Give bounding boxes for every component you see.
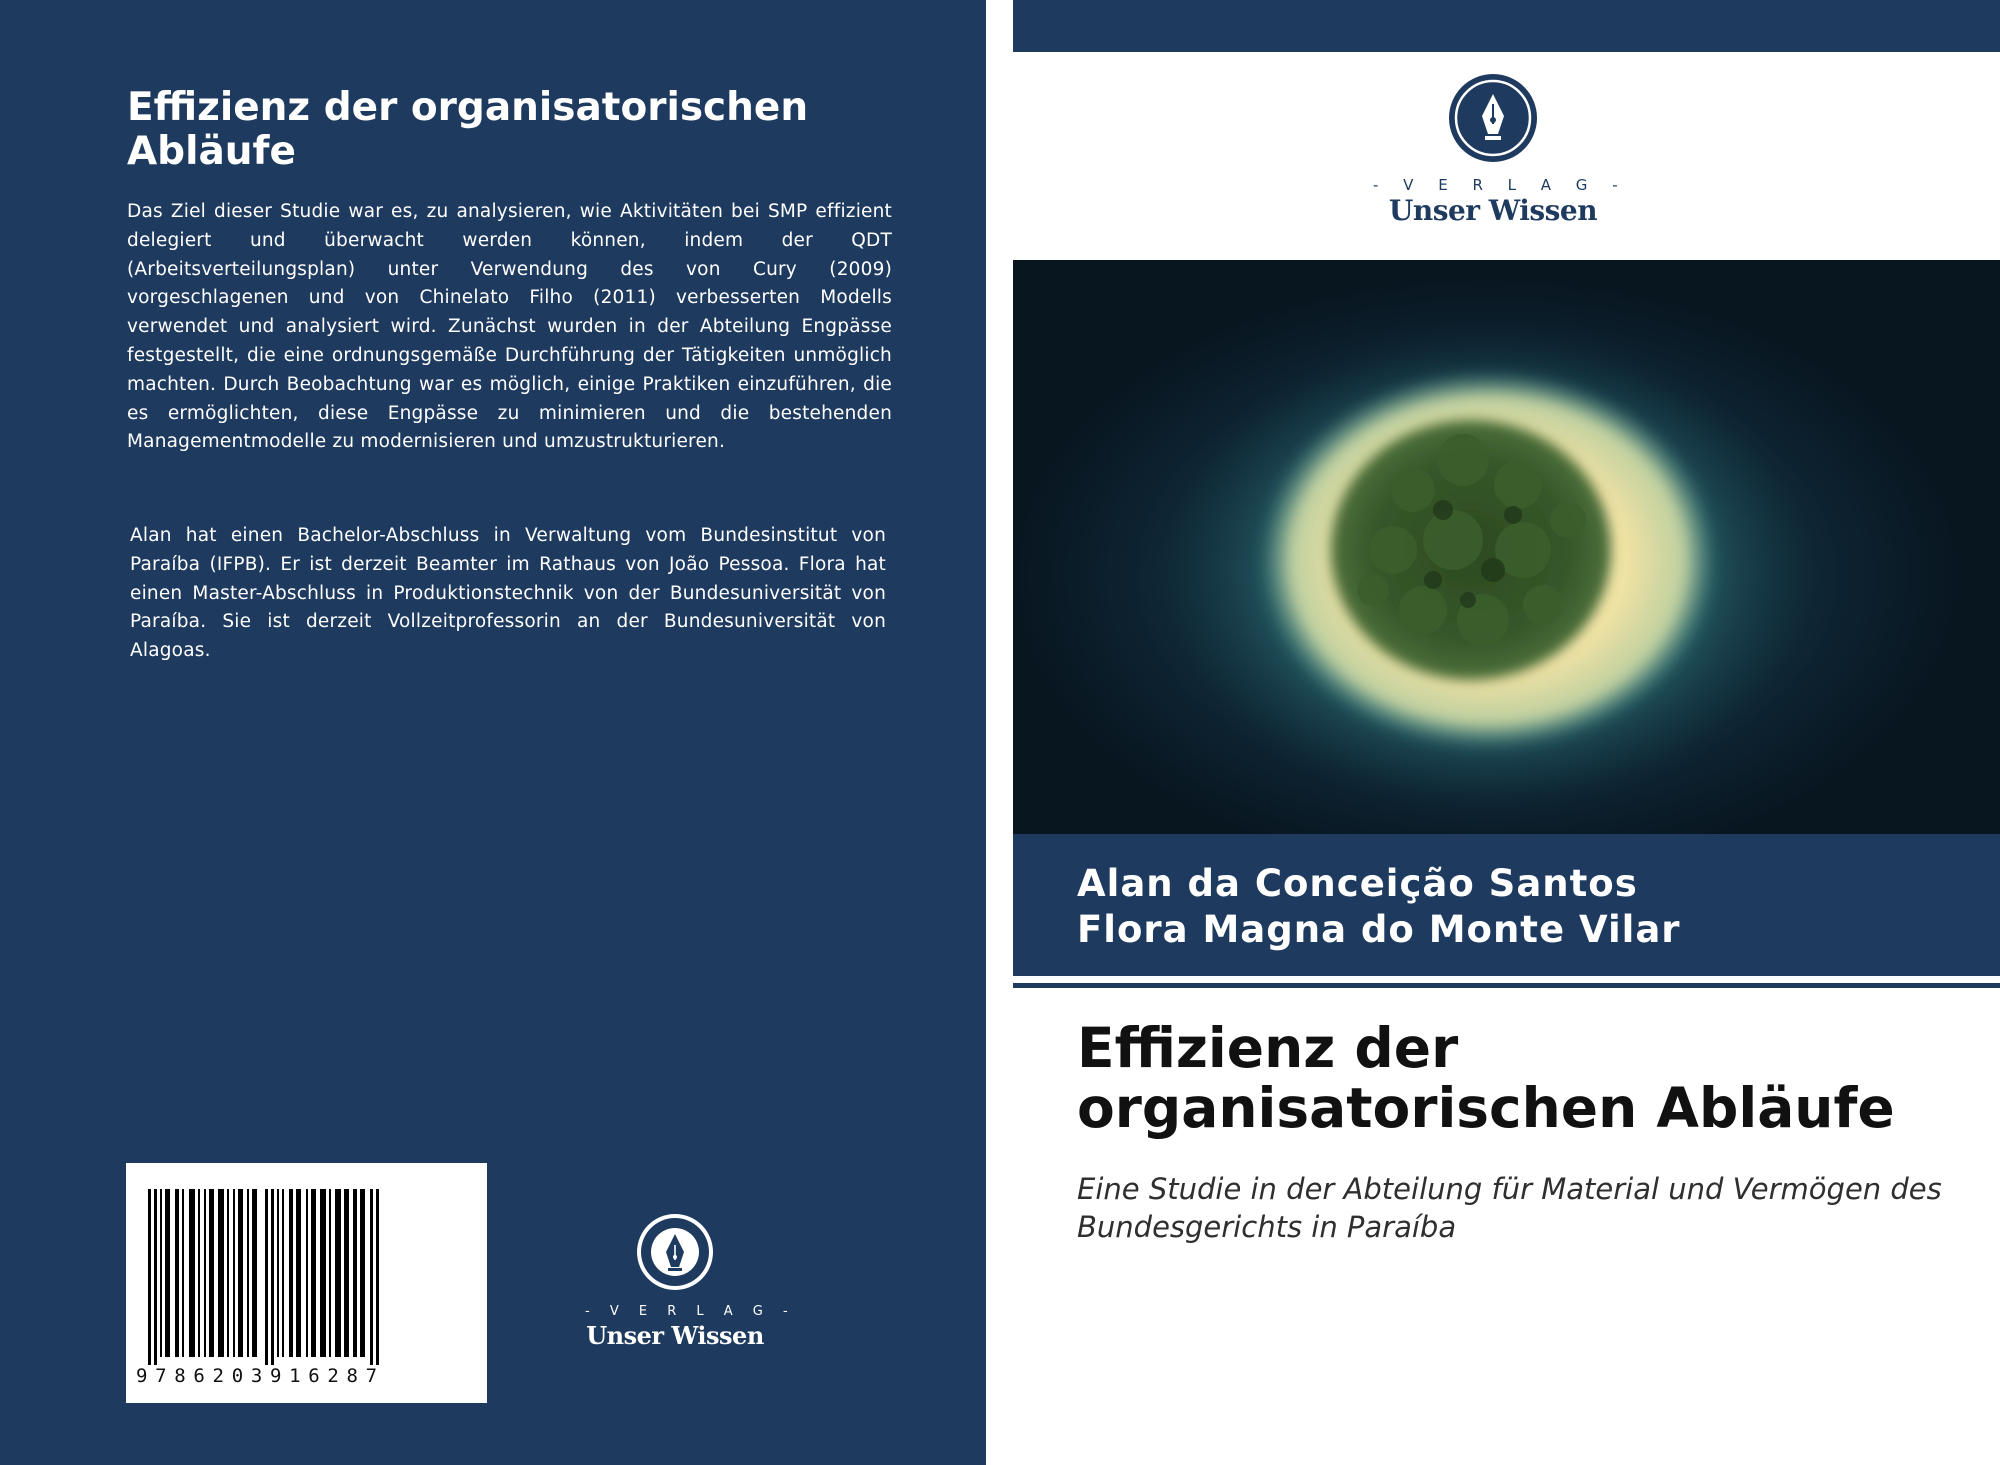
isbn-barcode xyxy=(126,1163,487,1403)
barcode-bar xyxy=(218,1189,224,1357)
barcode-bar xyxy=(376,1189,379,1365)
barcode-bar xyxy=(370,1189,373,1365)
divider-rule xyxy=(1013,983,2000,988)
isbn-number: 9786203916287 xyxy=(136,1365,385,1387)
barcode-bar xyxy=(204,1189,206,1357)
barcode-bar xyxy=(160,1189,162,1357)
barcode-bar xyxy=(320,1189,326,1357)
barcode-bar xyxy=(154,1189,157,1365)
front-cover-title: Effizienz der organisatorischen Abläufe xyxy=(1077,1016,1895,1140)
author-name-1: Alan da Conceição Santos xyxy=(1077,862,1638,905)
front-cover xyxy=(1013,0,2000,1465)
barcode-bar xyxy=(271,1189,274,1365)
publisher-name-back: Unser Wissen xyxy=(586,1321,764,1350)
barcode-bar xyxy=(353,1189,357,1357)
barcode-bar xyxy=(265,1189,268,1365)
barcode-bar xyxy=(247,1189,249,1357)
author-biography: Alan hat einen Bachelor-Abschluss in Verwaltung vom Bundesinstitut von Paraíba (IFPB). Er ist derzeit Beamter im Rathaus von João Pessoa. Flora hat einen Master-Abschluss in Produktionstechnik von der Bundesuniversität von Paraíba. Sie ist derzeit Vollzeitprofessorin an der Bundesuniversität von Alagoas. xyxy=(130,525,886,662)
barcode-bar xyxy=(238,1189,243,1357)
barcode-bar xyxy=(335,1189,341,1357)
barcode-bar xyxy=(360,1189,365,1357)
authors-band xyxy=(1013,834,2000,976)
fountain-pen-seal-icon xyxy=(635,1212,715,1292)
barcode-bar xyxy=(227,1189,229,1357)
verlag-label-back: - V E R L A G - xyxy=(585,1304,796,1319)
island-photo xyxy=(1013,260,2000,834)
barcode-bar xyxy=(252,1189,257,1357)
barcode-bar xyxy=(182,1189,184,1357)
verlag-label-front: - V E R L A G - xyxy=(1373,176,1628,194)
barcode-bar xyxy=(289,1189,293,1357)
barcode-bar xyxy=(329,1189,331,1357)
author-name-2: Flora Magna do Monte Vilar xyxy=(1077,908,1681,951)
barcode-bar xyxy=(306,1189,308,1357)
barcode-bar xyxy=(233,1189,235,1357)
publisher-name-front: Unser Wissen xyxy=(1388,194,1598,227)
barcode-bar xyxy=(189,1189,195,1357)
barcode-bar xyxy=(344,1189,349,1357)
barcode-bar xyxy=(277,1189,279,1357)
cover-island-image xyxy=(1013,260,2000,834)
back-cover-title: Effizienz der organisatorischen Abläufe xyxy=(127,85,809,174)
back-cover-abstract: Das Ziel dieser Studie war es, zu analysieren, wie Aktivitäten bei SMP effizient delegiert und überwacht werden können, indem der QDT (Arbeitsverteilungsplan) unter Verwendung des von Cury (2009) vorgeschlagenen und von Chinelato Filho (2011) verbesserten Modells verwendet und analysiert wird. Zunächst wurden in der Abteilung Engpässe festgestellt, die eine ordnungsgemäße Durchführung der Tätigkeiten unmöglich machten. Durch Beobachtung war es möglich, einige Praktiken einzuführen, die es ermöglichten, diese Engpässe zu minimieren und die bestehenden Managementmodelle zu modernisieren und umzustrukturieren. xyxy=(127,201,892,453)
barcode-bar xyxy=(148,1189,151,1365)
publisher-logo-back xyxy=(585,1212,796,1350)
barcode-bar xyxy=(198,1189,200,1357)
barcode-bar xyxy=(282,1189,284,1357)
front-top-bar xyxy=(1013,0,2000,52)
barcode-bar xyxy=(175,1189,179,1357)
barcode-bar xyxy=(311,1189,316,1357)
fountain-pen-nib-seal-icon xyxy=(1447,72,1539,164)
back-cover xyxy=(0,0,986,1465)
barcode-bar xyxy=(165,1189,170,1357)
barcode-bar xyxy=(209,1189,214,1357)
front-cover-subtitle: Eine Studie in der Abteilung für Material und Vermögen des Bundesgerichts in Paraíba xyxy=(1077,1172,1942,1244)
publisher-logo-front xyxy=(1373,72,1628,227)
barcode-bars xyxy=(146,1189,466,1365)
barcode-bar xyxy=(296,1189,301,1357)
